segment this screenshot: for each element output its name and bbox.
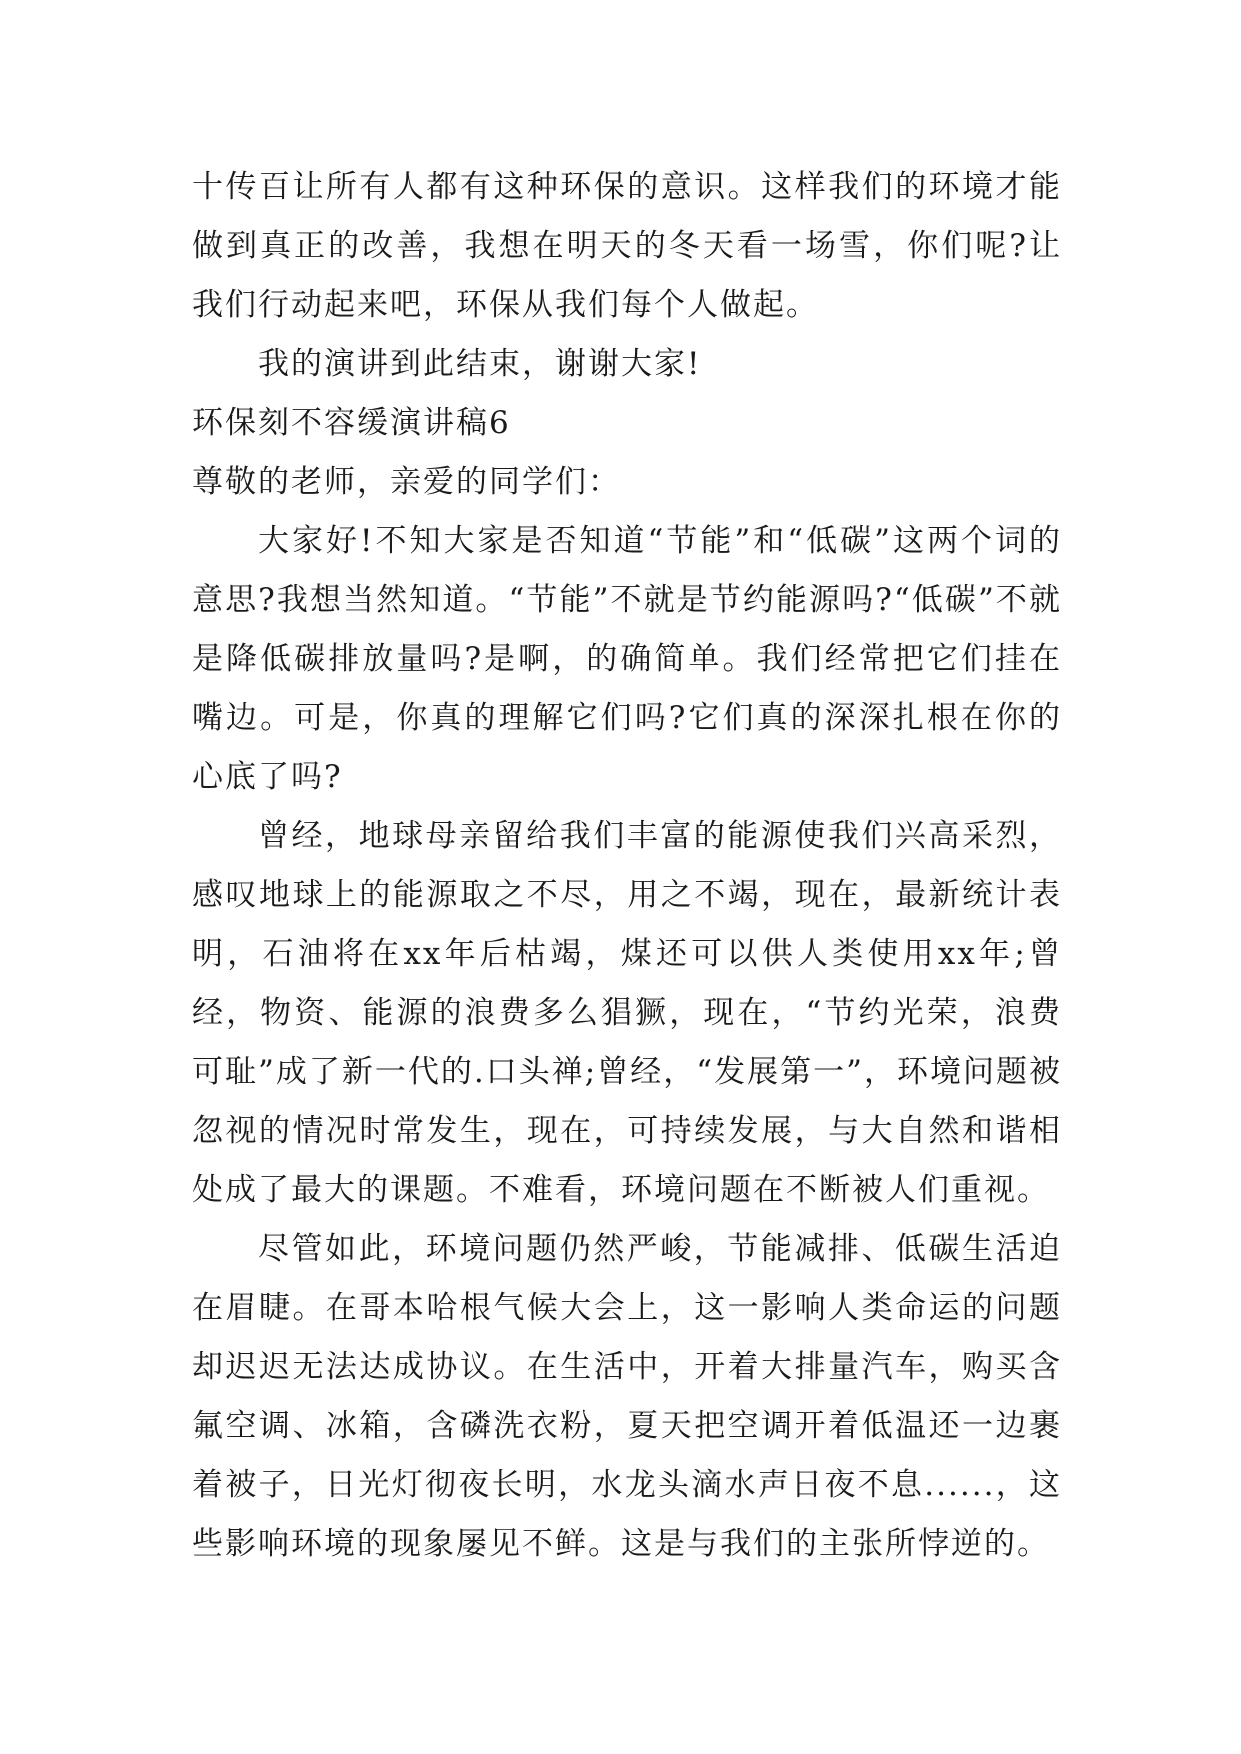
paragraph-3: 尽管如此，环境问题仍然严峻，节能减排、低碳生活迫在眉睫。在哥本哈根气候大会上，这一影响人类命运的问题却迟迟无法达成协议。在生活中，开着大排量汽车，购买含氟空调、冰箱，含磷洗衣粉，夏天把空调开着低温还一边裹着被子，日光灯彻夜长明，水龙头滴水声日夜不息......，这些影响环境的现象屡见不鲜。这是与我们的主张所悖逆的。 xyxy=(192,1231,1062,1562)
paragraph-continuation: 十传百让所有人都有这种环保的意识。这样我们的环境才能做到真正的改善，我想在明天的冬天看一场雪，你们呢?让我们行动起来吧，环保从我们每个人做起。 xyxy=(192,169,1062,323)
paragraph-closing: 我的演讲到此结束，谢谢大家! xyxy=(258,346,702,382)
paragraph-1: 大家好!不知大家是否知道“节能”和“低碳”这两个词的意思?我想当然知道。“节能”不就是节约能源吗?“低碳”不就是降低碳排放量吗?是啊，的确简单。我们经常把它们挂在嘴边。可是，你真的理解它们吗?它们真的深深扎根在你的心底了吗? xyxy=(192,523,1062,795)
speech-title: 环保刻不容缓演讲稿6 xyxy=(192,405,511,441)
document-body xyxy=(192,158,1062,1574)
paragraph-2: 曾经，地球母亲留给我们丰富的能源使我们兴高采烈，感叹地球上的能源取之不尽，用之不竭，现在，最新统计表明，石油将在xx年后枯竭，煤还可以供人类使用xx年;曾经，物资、能源的浪费多么猖獗，现在，“节约光荣，浪费可耻”成了新一代的.口头禅;曾经，“发展第一”，环境问题被忽视的情况时常发生，现在，可持续发展，与大自然和谐相处成了最大的课题。不难看，环境问题在不断被人们重视。 xyxy=(192,818,1062,1208)
salutation: 尊敬的老师，亲爱的同学们： xyxy=(192,464,621,500)
